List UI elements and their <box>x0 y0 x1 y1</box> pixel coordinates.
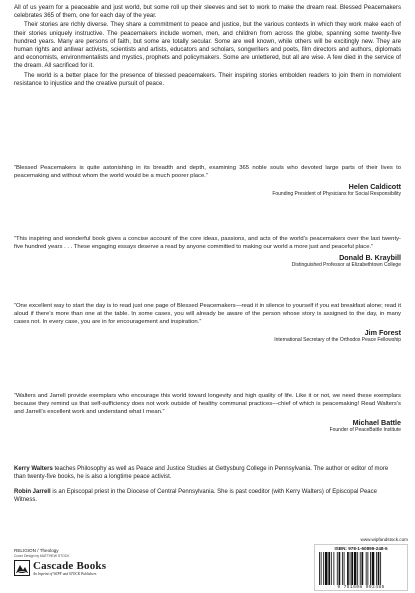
endorser-role: Distinguished Professor at Elizabethtown College <box>291 262 401 268</box>
barcode-bar <box>331 552 332 585</box>
barcode-bar <box>354 552 357 585</box>
endorsement-text: “This inspiring and wonderful book gives a concise account of the core ideas, passions, and acts of the world’s peacemakers over the last twenty-five hundred years . . . These engaging essays deserve a read by anyone committed to making our world a more just and peaceful place.” <box>14 236 401 250</box>
blurb <box>14 4 401 89</box>
endorsement <box>14 392 401 434</box>
barcode-digits: 9 781608 992485 <box>337 585 385 590</box>
endorser-name: Jim Forest <box>364 328 401 337</box>
barcode-bar <box>333 552 334 585</box>
barcode-bar <box>370 552 371 585</box>
barcode-bar <box>376 552 377 585</box>
endorser-name: Donald B. Kraybill <box>339 253 401 262</box>
publisher-imprint: An Imprint of WIPF and STOCK Publishers <box>33 572 97 576</box>
endorsement-text: “Blessed Peacemakers is quite astonishing in its breadth and depth, examining 365 noble souls who devoted large parts of their lives to peacemaking and without whom the world would be a much poorer place.” <box>14 165 401 179</box>
barcode-bar <box>328 552 330 585</box>
endorsement <box>14 235 401 269</box>
endorser-role: Founding President of Physicians for Social Responsibility <box>272 191 401 197</box>
author-name: Kerry Walters <box>14 466 53 472</box>
endorser-role: Founder of PeaceBattle Institute <box>329 427 401 433</box>
barcode-bar <box>380 552 381 585</box>
publisher-logo <box>14 560 174 577</box>
isbn-box <box>314 544 408 591</box>
barcode-bar <box>325 552 328 585</box>
isbn-label: ISBN: 978-1-60899-248-5 <box>334 546 388 551</box>
publisher-name: Cascade Books <box>33 560 107 572</box>
blurb-paragraph: The world is a better place for the presence of blessed peacemakers. Their inspiring stories embolden readers to join them in nonviolent resistance to injustice and the creative pursuit of peace. <box>14 71 401 87</box>
author-bio-text: is an Episcopal priest in the Diocese of Central Pennsylvania. She is past coeditor (with Kerry Walters) of Episcopal Peace Witness. <box>14 489 377 503</box>
endorser-name: Michael Battle <box>352 418 401 427</box>
endorser-name: Helen Caldicott <box>348 182 401 191</box>
author-bio-text: teaches Philosophy as well as Peace and Justice Studies at Gettysburg College in Pennsylvania. The author or editor of more than twenty-five books, he is also a longtime peace activist. <box>14 466 389 480</box>
barcode-bar <box>357 552 358 585</box>
cover-design-credit: Cover Design by MATTHEW STOCK <box>14 554 70 558</box>
endorsement-text: “Walters and Jarrell provide exemplars who encourage this world toward longevity and high quality of life. Like it or not, we need these exemplars because they remind us that self-sufficiency does not work outside of healthy communal practices—chief of which is peacemaking! Read Walters’s and Jarrell’s excellent work and understand what I mean.” <box>14 393 401 415</box>
barcode-bar <box>321 552 322 585</box>
barcode-bar <box>344 552 345 585</box>
barcode-icon <box>317 552 405 585</box>
publisher-block <box>14 548 174 577</box>
endorsement <box>14 164 401 198</box>
barcode-bar <box>323 552 324 585</box>
barcode-bar <box>366 552 367 585</box>
author-name: Robin Jarrell <box>14 489 51 495</box>
barcode-block <box>314 537 408 591</box>
blurb-paragraph: Their stories are richly diverse. They share a commitment to peace and justice, but the various contexts in which they work make each of their stories uniquely instructive. The peacemakers include women, men, and children from across the globe, spanning some twenty-five hundred years. Many are persons of faith, but some are totally secular. Some are well known, while others will be excitingly new. They are human rights and antiwar activists, scientists and artists, educators and scholars, songwriters and poets, film directors and authors, diplomats and economists, environmentalists and mystics, prophets and policymakers. Some are unlettered, but all are wise. A few died in the service of the dream. All sacrificed for it. <box>14 21 401 70</box>
endorsement-text: “One excellent way to start the day is to read just one page of Blessed Peacemakers—read it in silence to yourself if you eat breakfast alone; read it aloud if there’s more than one at the table. In some cases, you will already be aware of the person whose story is assigned to the day, in many cases not. In every case, you are in for encouragement and inspiration.” <box>14 303 401 325</box>
endorsement <box>14 302 401 344</box>
barcode-bar <box>339 552 341 585</box>
barcode-bar <box>378 552 380 585</box>
category-label: RELIGION / Theology <box>14 548 59 553</box>
barcode-bar <box>342 552 343 585</box>
barcode-bar <box>351 552 353 585</box>
barcode-bar <box>362 552 364 585</box>
barcode-bar <box>367 552 368 585</box>
barcode-bar <box>350 552 351 585</box>
publisher-website: www.wipfandstock.com <box>360 537 408 542</box>
barcode-bar <box>347 552 349 585</box>
endorser-role: International Secretary of the Orthodox Peace Fellowship <box>274 337 401 343</box>
blurb-paragraph: All of us yearn for a peaceable and just world, but some roll up their sleeves and set to work to make the dream real. Blessed Peacemakers celebrates 365 of them, one for each day of the year. <box>14 4 401 20</box>
author-bio <box>14 465 401 481</box>
barcode-bar <box>372 552 375 585</box>
author-bios <box>14 465 401 511</box>
barcode-bar <box>337 552 338 585</box>
cascade-logo-icon <box>14 560 30 576</box>
barcode-bar <box>360 552 361 585</box>
barcode-bar <box>319 552 320 585</box>
author-bio <box>14 488 401 504</box>
